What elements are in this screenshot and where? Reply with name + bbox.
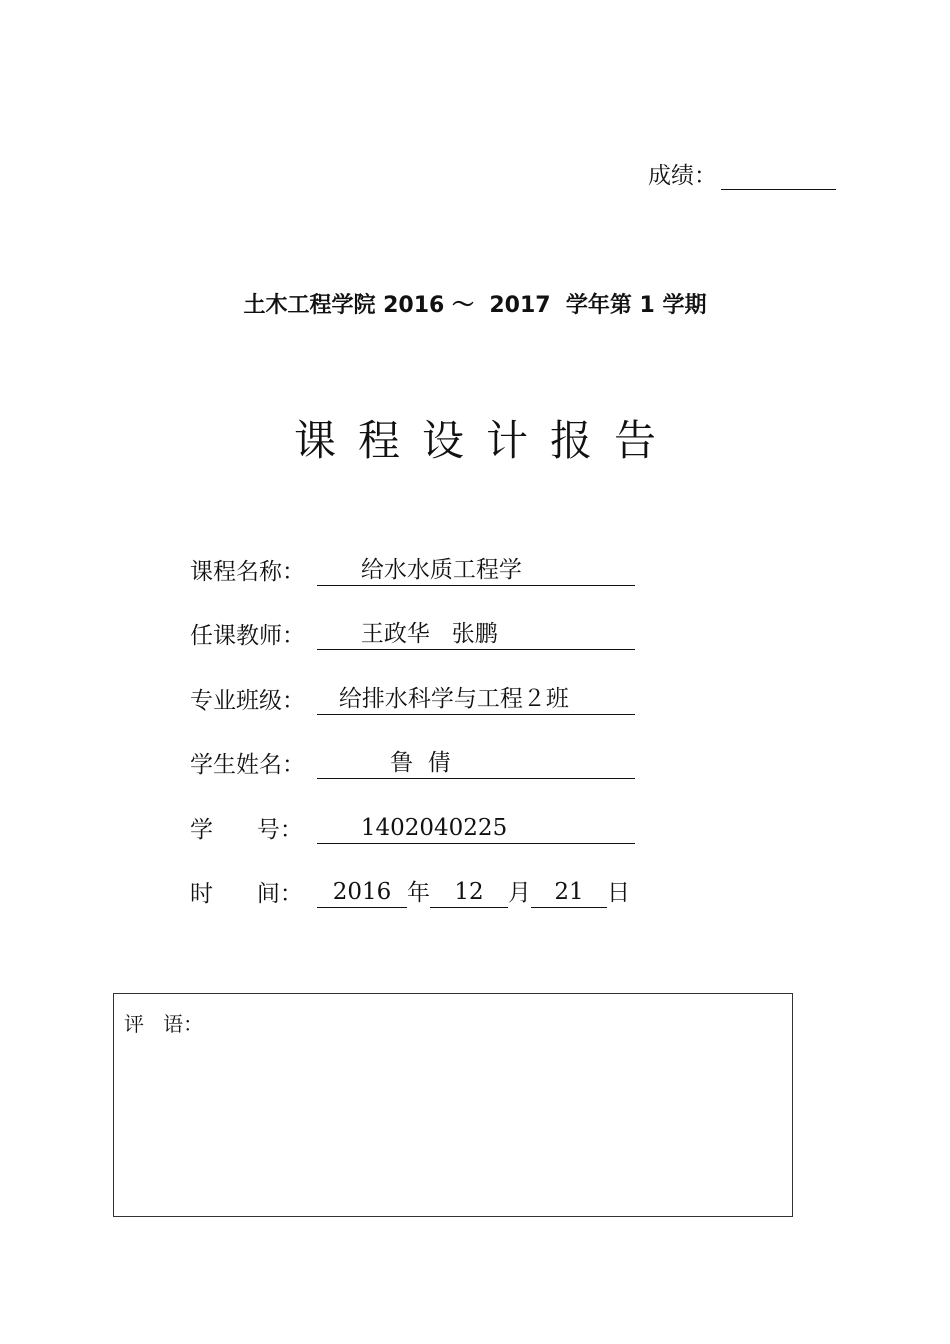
- major-row: [190, 681, 635, 715]
- date-year-field[interactable]: 2016: [317, 877, 407, 908]
- date-year-unit: 年: [407, 880, 430, 906]
- date-day-field[interactable]: 21: [531, 877, 607, 908]
- major-label: 专业班级：: [190, 688, 305, 714]
- comment-label: 评 语：: [124, 1012, 204, 1036]
- comment-box[interactable]: [113, 993, 793, 1217]
- score-line: [648, 158, 836, 190]
- student-id-field[interactable]: 1402040225: [317, 813, 635, 844]
- date-day-unit: 日: [607, 880, 630, 906]
- date-month-unit: 月: [508, 880, 531, 906]
- major-field[interactable]: 给排水科学与工程２班: [317, 684, 635, 715]
- teacher-field[interactable]: 王政华 张鹏: [317, 619, 635, 650]
- teacher-label: 任课教师：: [190, 623, 305, 649]
- date-row: [190, 874, 630, 908]
- date-label: 时 间：: [190, 881, 303, 907]
- teacher-row: [190, 616, 635, 650]
- course-field[interactable]: 给水水质工程学: [317, 555, 635, 586]
- student-id-label: 学 号：: [190, 817, 303, 843]
- student-id-row: [190, 810, 635, 844]
- course-label: 课程名称：: [190, 559, 305, 585]
- score-blank[interactable]: [721, 165, 836, 190]
- student-field[interactable]: 鲁 倩: [317, 748, 635, 779]
- student-label: 学生姓名：: [190, 752, 305, 778]
- date-month-field[interactable]: 12: [430, 877, 508, 908]
- score-label: 成绩：: [648, 163, 717, 189]
- course-row: [190, 552, 635, 586]
- semester-header: 土木工程学院 2016 ～ 2017 学年第 1 学期: [243, 293, 707, 318]
- report-title: 课程设计报告: [293, 416, 678, 465]
- student-row: [190, 745, 635, 779]
